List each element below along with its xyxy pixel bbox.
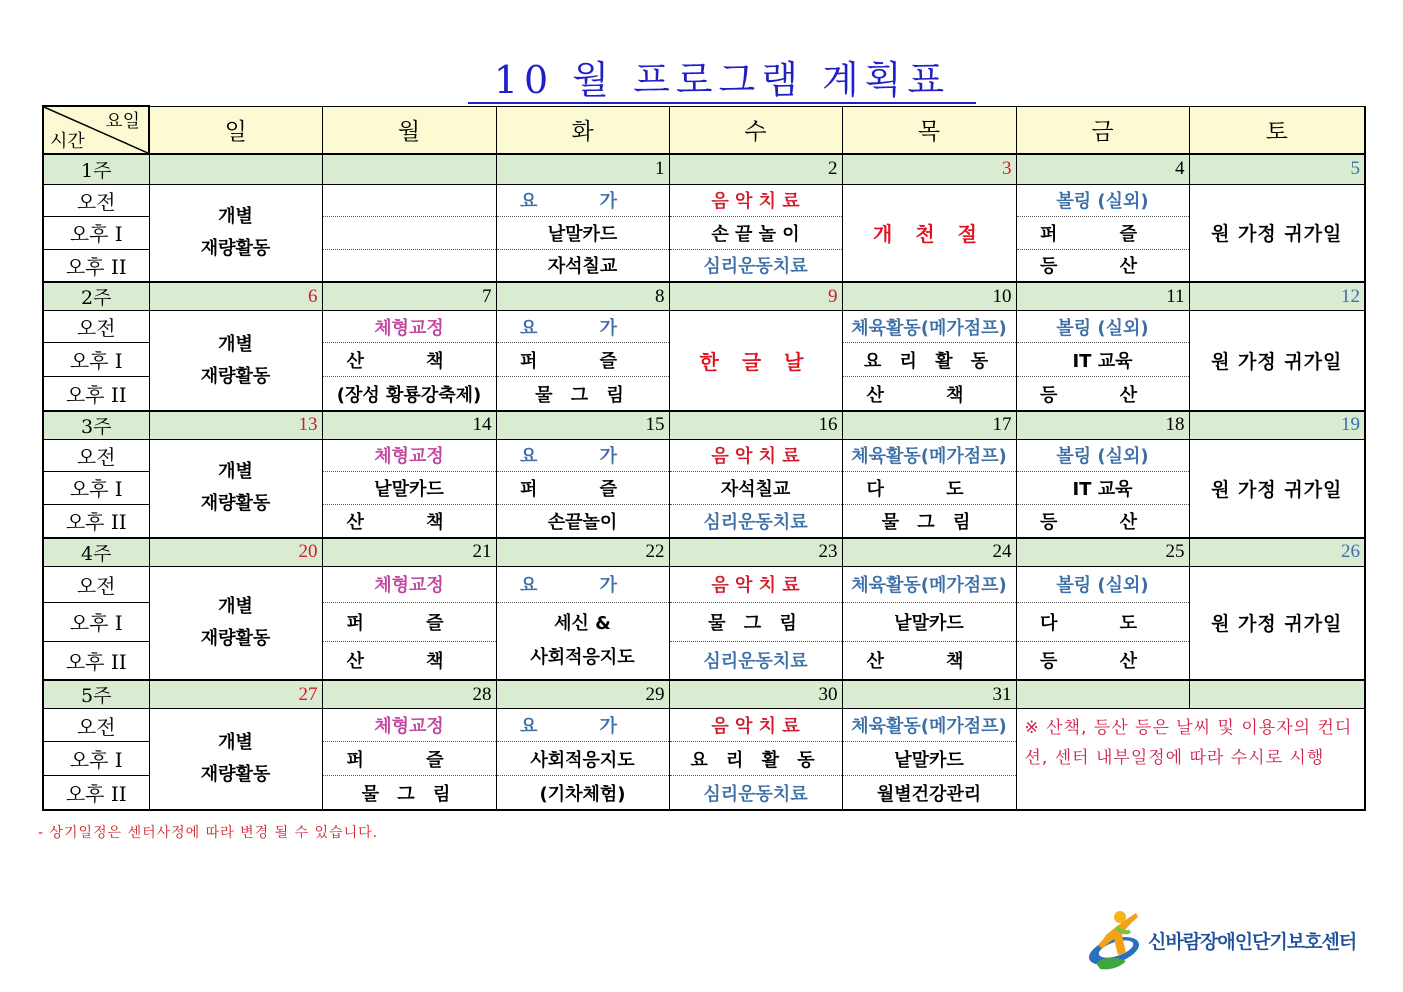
center-logo	[1086, 905, 1357, 975]
activity-cell: 음 악 치 료	[669, 709, 842, 742]
activity-cell: 산 책	[322, 641, 496, 680]
activity-cell: 체육활동(메가점프)	[842, 311, 1016, 343]
week-label: 5주	[43, 680, 149, 709]
date-cell: 11	[1016, 282, 1189, 311]
day-header-wed: 수	[669, 106, 842, 154]
slot-row	[43, 311, 1365, 343]
slot-pm2: 오후 II	[43, 504, 149, 537]
date-cell	[1189, 680, 1365, 709]
individual-activity: 개별 재량활동	[149, 566, 322, 680]
individual-activity: 개별 재량활동	[149, 439, 322, 537]
activity-cell: 요 가	[496, 311, 669, 343]
activity-cell: 볼링 (실외)	[1016, 439, 1189, 471]
date-cell: 10	[842, 282, 1016, 311]
activity-cell: 음 악 치 료	[669, 566, 842, 602]
date-cell: 4	[1016, 154, 1189, 184]
date-cell: 28	[322, 680, 496, 709]
activity-cell: 심리운동치료	[669, 504, 842, 537]
date-cell: 23	[669, 538, 842, 567]
activity-cell: 체육활동(메가점프)	[842, 566, 1016, 602]
week-label: 4주	[43, 538, 149, 567]
activity-cell: 산 책	[322, 343, 496, 377]
logo-text: 신바람장애인단기보호센터	[1148, 931, 1357, 953]
week-row-3	[43, 411, 1365, 440]
date-cell: 30	[669, 680, 842, 709]
activity-cell: 물 그 림	[322, 776, 496, 810]
individual-activity: 개별 재량활동	[149, 184, 322, 282]
activity-cell: 체육활동(메가점프)	[842, 709, 1016, 742]
activity-cell: 음 악 치 료	[669, 439, 842, 471]
slot-am: 오전	[43, 709, 149, 742]
date-cell: 31	[842, 680, 1016, 709]
activity-cell: 요 가	[496, 439, 669, 471]
slot-am: 오전	[43, 439, 149, 471]
note-cell: ※ 산책, 등산 등은 날씨 및 이용자의 컨디션, 센터 내부일정에 따라 수시로 시행	[1016, 709, 1365, 810]
day-header-tue: 화	[496, 106, 669, 154]
activity-cell: 물 그 림	[496, 377, 669, 411]
date-cell: 8	[496, 282, 669, 311]
schedule-table	[42, 105, 1366, 811]
date-cell: 16	[669, 411, 842, 440]
activity-cell: 낱말카드	[842, 602, 1016, 641]
slot-row	[43, 566, 1365, 602]
date-cell	[322, 154, 496, 184]
activity-cell: 퍼 즐	[496, 471, 669, 504]
page-title: 10 월 프로그램 계획표	[468, 58, 976, 104]
activity-cell: 자석칠교	[496, 249, 669, 282]
slot-row	[43, 439, 1365, 471]
date-cell: 25	[1016, 538, 1189, 567]
activity-cell: 자석칠교	[669, 471, 842, 504]
activity-cell: IT 교육	[1016, 471, 1189, 504]
activity-cell: 심리운동치료	[669, 641, 842, 680]
slot-pm2: 오후 II	[43, 249, 149, 282]
slot-am: 오전	[43, 311, 149, 343]
home-visit-cell: 원 가정 귀가일	[1189, 311, 1365, 411]
activity-cell: 퍼 즐	[1016, 216, 1189, 249]
activity-cell: 물 그 림	[842, 504, 1016, 537]
activity-cell: 등 산	[1016, 249, 1189, 282]
date-cell: 13	[149, 411, 322, 440]
corner-day-label: 요일	[105, 111, 140, 132]
activity-cell: 요 리 활 동	[669, 742, 842, 776]
date-cell: 17	[842, 411, 1016, 440]
date-cell: 21	[322, 538, 496, 567]
activity-cell: 퍼 즐	[496, 343, 669, 377]
activity-cell: 체육활동(메가점프)	[842, 439, 1016, 471]
activity-cell: 세신 & 사회적응지도	[496, 602, 669, 680]
activity-cell: 체형교정	[322, 311, 496, 343]
date-cell: 7	[322, 282, 496, 311]
person-logo-icon	[1086, 905, 1146, 975]
activity-cell: 등 산	[1016, 641, 1189, 680]
activity-cell: 낱말카드	[496, 216, 669, 249]
slot-pm2: 오후 II	[43, 641, 149, 680]
date-cell: 2	[669, 154, 842, 184]
activity-cell: 월별건강관리	[842, 776, 1016, 810]
activity-cell: 손 끝 놀 이	[669, 216, 842, 249]
activity-cell: 요 가	[496, 184, 669, 216]
individual-activity: 개별 재량활동	[149, 709, 322, 810]
activity-cell	[322, 216, 496, 249]
date-cell: 3	[842, 154, 1016, 184]
date-cell: 24	[842, 538, 1016, 567]
activity-cell: 요 가	[496, 709, 669, 742]
activity-cell	[322, 184, 496, 216]
activity-cell: 퍼 즐	[322, 742, 496, 776]
slot-pm2: 오후 II	[43, 377, 149, 411]
slot-pm1: 오후 I	[43, 742, 149, 776]
date-cell: 5	[1189, 154, 1365, 184]
individual-activity: 개별 재량활동	[149, 311, 322, 411]
activity-cell: (장성 황룡강축제)	[322, 377, 496, 411]
header-row	[43, 106, 1365, 154]
date-cell: 26	[1189, 538, 1365, 567]
activity-cell: 퍼 즐	[322, 602, 496, 641]
week-label: 3주	[43, 411, 149, 440]
week-label: 1주	[43, 154, 149, 184]
date-cell: 12	[1189, 282, 1365, 311]
activity-cell: 사회적응지도	[496, 742, 669, 776]
corner-time-label: 시간	[50, 131, 85, 153]
slot-row	[43, 709, 1365, 742]
activity-cell: 낱말카드	[842, 742, 1016, 776]
slot-row	[43, 184, 1365, 216]
home-visit-cell: 원 가정 귀가일	[1189, 566, 1365, 680]
slot-pm1: 오후 I	[43, 216, 149, 249]
date-cell: 19	[1189, 411, 1365, 440]
activity-cell: 체형교정	[322, 566, 496, 602]
date-cell: 15	[496, 411, 669, 440]
activity-cell: 요 가	[496, 566, 669, 602]
date-cell: 18	[1016, 411, 1189, 440]
week-row-4	[43, 538, 1365, 567]
date-cell: 9	[669, 282, 842, 311]
day-header-mon: 월	[322, 106, 496, 154]
corner-cell	[43, 106, 149, 154]
day-header-sat: 토	[1189, 106, 1365, 154]
activity-cell: IT 교육	[1016, 343, 1189, 377]
activity-cell: 심리운동치료	[669, 776, 842, 810]
week-label: 2주	[43, 282, 149, 311]
activity-cell: 산 책	[842, 641, 1016, 680]
week-row-5	[43, 680, 1365, 709]
activity-cell: 다 도	[1016, 602, 1189, 641]
activity-cell: 손끝놀이	[496, 504, 669, 537]
activity-cell: 체형교정	[322, 709, 496, 742]
date-cell: 14	[322, 411, 496, 440]
day-header-thu: 목	[842, 106, 1016, 154]
activity-cell: 음 악 치 료	[669, 184, 842, 216]
date-cell: 20	[149, 538, 322, 567]
date-cell: 29	[496, 680, 669, 709]
date-cell: 1	[496, 154, 669, 184]
activity-cell	[322, 249, 496, 282]
slot-pm1: 오후 I	[43, 602, 149, 641]
slot-am: 오전	[43, 566, 149, 602]
activity-cell: 물 그 림	[669, 602, 842, 641]
activity-cell: 다 도	[842, 471, 1016, 504]
activity-cell: 볼링 (실외)	[1016, 184, 1189, 216]
slot-pm1: 오후 I	[43, 343, 149, 377]
activity-cell: 볼링 (실외)	[1016, 566, 1189, 602]
slot-pm1: 오후 I	[43, 471, 149, 504]
date-cell	[1016, 680, 1189, 709]
activity-cell: 체형교정	[322, 439, 496, 471]
activity-cell: 낱말카드	[322, 471, 496, 504]
home-visit-cell: 원 가정 귀가일	[1189, 439, 1365, 537]
slot-am: 오전	[43, 184, 149, 216]
holiday-cell: 개 천 절	[842, 184, 1016, 282]
day-header-sun: 일	[149, 106, 322, 154]
week-row-2	[43, 282, 1365, 311]
date-cell: 22	[496, 538, 669, 567]
slot-pm2: 오후 II	[43, 776, 149, 810]
activity-cell: 요 리 활 동	[842, 343, 1016, 377]
activity-cell: 볼링 (실외)	[1016, 311, 1189, 343]
activity-cell: (기차체험)	[496, 776, 669, 810]
activity-cell: 등 산	[1016, 377, 1189, 411]
week-row-1	[43, 154, 1365, 184]
activity-cell: 등 산	[1016, 504, 1189, 537]
date-cell	[149, 154, 322, 184]
day-header-fri: 금	[1016, 106, 1189, 154]
activity-cell: 심리운동치료	[669, 249, 842, 282]
date-cell: 27	[149, 680, 322, 709]
home-visit-cell: 원 가정 귀가일	[1189, 184, 1365, 282]
date-cell: 6	[149, 282, 322, 311]
activity-cell: 산 책	[842, 377, 1016, 411]
activity-cell: 산 책	[322, 504, 496, 537]
holiday-cell: 한 글 날	[669, 311, 842, 411]
footnote: - 상기일정은 센터사정에 따라 변경 될 수 있습니다.	[38, 825, 379, 841]
